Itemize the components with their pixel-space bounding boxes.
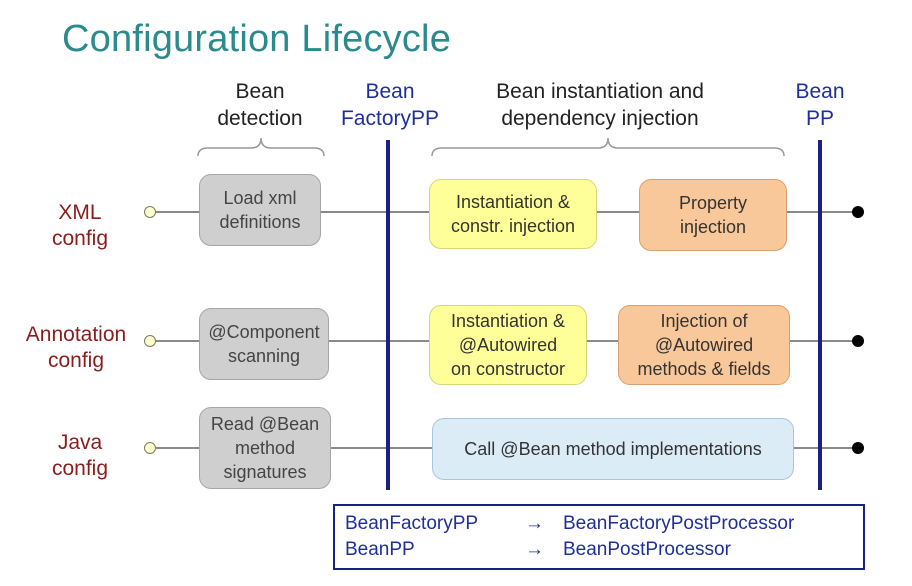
annotation-detect-box: @Component scanning (199, 308, 329, 380)
row-label-java: Java config (51, 431, 109, 480)
annotation-injection-box: Injection of @Autowired methods & fields (618, 305, 790, 385)
legend-abbr: BeanFactoryPP (345, 513, 479, 534)
xml-start-circle (144, 206, 156, 218)
xml-property-injection-box: Property injection (639, 179, 787, 251)
arrow-right-icon: → (525, 513, 544, 534)
bean-factory-pp-line (386, 140, 390, 490)
arrow-right-icon: → (525, 539, 544, 560)
brace-detection (196, 134, 326, 160)
phase-instantiation: Bean instantiation and dependency injection (496, 80, 704, 130)
annotation-start-circle (144, 335, 156, 347)
legend-abbr: BeanPP (345, 539, 415, 560)
java-detect-box: Read @Bean method signatures (199, 407, 331, 489)
annotation-instantiation-box: Instantiation & @Autowired on constructor (429, 305, 587, 385)
phase-bean-factory-pp: Bean FactoryPP (340, 80, 440, 130)
row-label-xml: XML config (51, 201, 109, 250)
bean-pp-line (818, 140, 822, 490)
java-call-bean-box: Call @Bean method implementations (432, 418, 794, 480)
xml-end-dot (852, 206, 864, 218)
legend-box (333, 504, 865, 570)
xml-instantiation-box: Instantiation & constr. injection (429, 179, 597, 249)
legend-full: BeanFactoryPostProcessor (563, 513, 795, 534)
java-end-dot (852, 442, 864, 454)
row-label-annotation: Annotation config (25, 323, 127, 372)
legend-full: BeanPostProcessor (563, 539, 731, 560)
brace-instantiation (430, 134, 786, 160)
phase-bean-pp: Bean PP (795, 80, 845, 130)
java-start-circle (144, 442, 156, 454)
page-title: Configuration Lifecycle (62, 18, 452, 60)
annotation-end-dot (852, 335, 864, 347)
phase-bean-detection: Bean detection (217, 80, 303, 130)
xml-detect-box: Load xml definitions (199, 174, 321, 246)
